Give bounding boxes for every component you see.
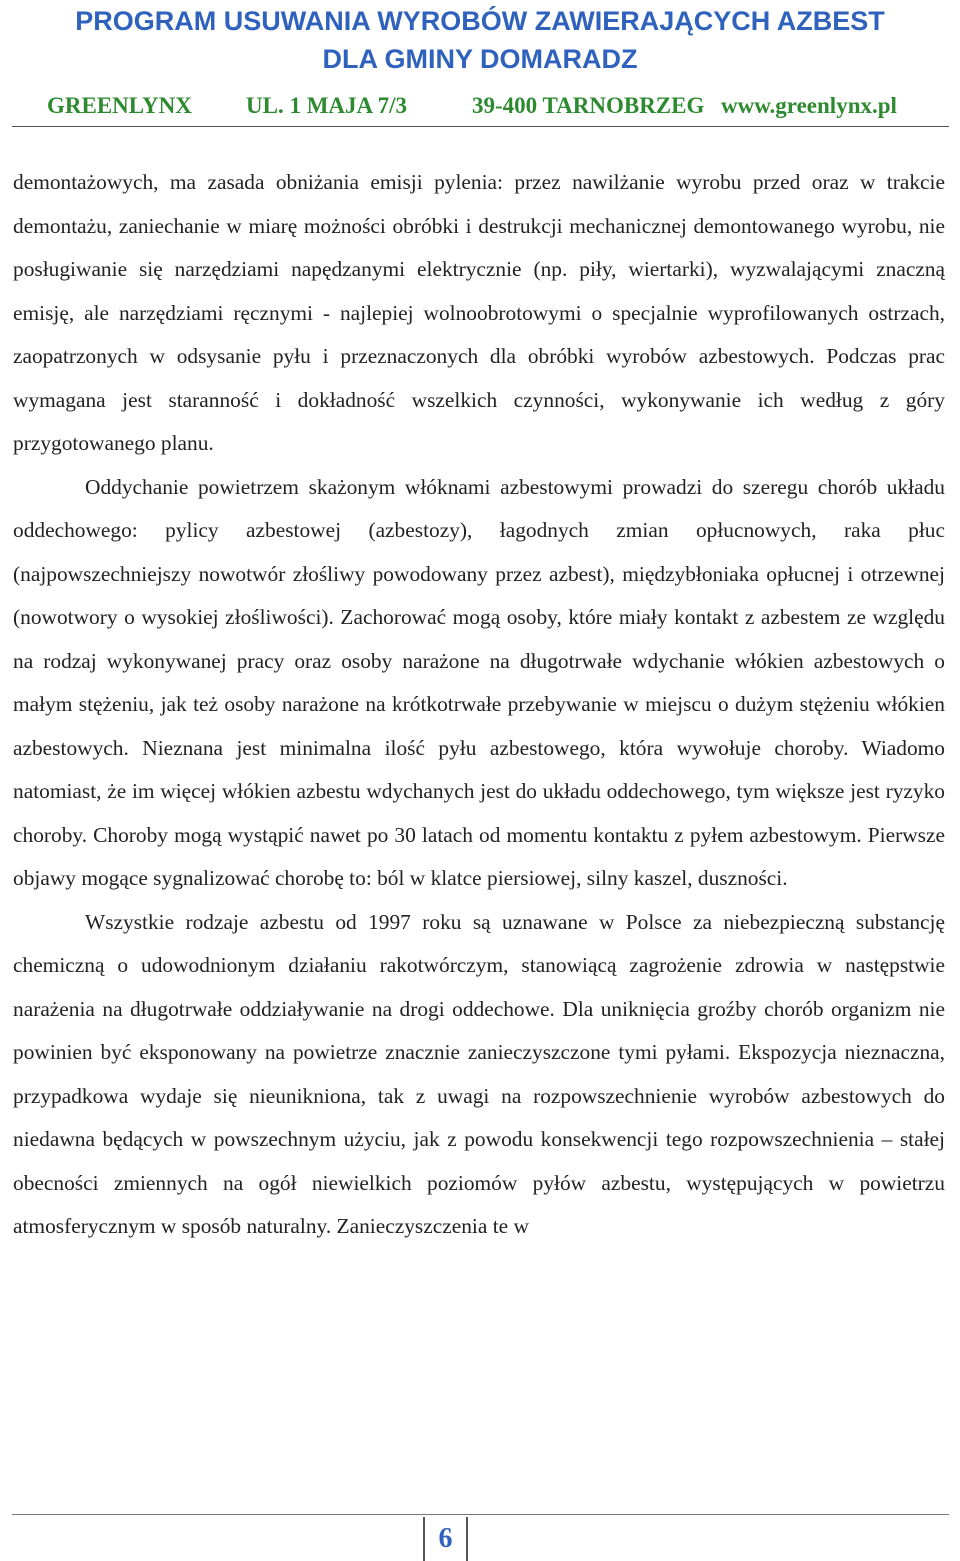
document-title-line-2: DLA GMINY DOMARADZ [322, 44, 638, 74]
paragraph-3: Wszystkie rodzaje azbestu od 1997 roku są uznawane w Polsce za niebezpieczną substancję chemiczną o udowodnionym działaniu rakotwórczym, stanowiącą zagrożenie zdrowia w następstwie narażenia na długotrwałe oddziaływanie na drogi oddechowe. Dla uniknięcia groźby chorób organizm nie powinien być eksponowany na powietrze znacznie zanieczyszczone tymi pyłami. Ekspozycja nieznaczna, przypadkowa wydaje się nieunikniona, tak z uwagi na rozpowszechnienie wyrobów azbestowych do niedawna będących w powszechnym użyciu, jak z powodu konsekwencji tego rozpowszechnienia – stałej obecności zmiennych na ogół niewielkich poziomów pyłów azbestu, występujących w powietrzu atmosferycznym w sposób naturalny. Zanieczyszczenia te w [13, 909, 945, 1238]
page-header [0, 0, 960, 78]
paragraph-2: Oddychanie powietrzem skażonym włóknami azbestowymi prowadzi do szeregu chorób układu oddechowego: pylicy azbestowej (azbestozy), łagodnych zmian opłucnowych, raka płuc (najpowszechniejszy nowotwór złośliwy powodowany przez azbest), międzybłoniaka opłucnej i otrzewnej (nowotwory o wysokiej złośliwości). Zachorować mogą osoby, które miały kontakt z azbestem ze względu na rodzaj wykonywanej pracy oraz osoby narażone na długotrwałe wdychanie włókien azbestowych o małym stężeniu, jak też osoby narażone na krótkotrwałe przebywanie w miejscu o dużym stężeniu włókien azbestowych. Nieznana jest minimalna ilość pyłu azbestowego, która wywołuje choroby. Wiadomo natomiast, że im więcej włókien azbestu wdychanych jest do układu oddechowego, tym większe jest ryzyko choroby. Choroby mogą wystąpić nawet po 30 latach od momentu kontaktu z pyłem azbestowym. Pierwsze objawy mogące sygnalizować chorobę to: ból w klatce piersiowej, silny kaszel, duszności. [13, 474, 945, 890]
document-title-line-1: PROGRAM USUWANIA WYROBÓW ZAWIERAJĄCYCH AZBEST [75, 6, 885, 36]
company-name: GREENLYNX [47, 93, 192, 118]
website-link[interactable]: www.greenlynx.pl [721, 93, 897, 118]
footer-divider [12, 1514, 949, 1515]
paragraph-1: demontażowych, ma zasada obniżania emisji pylenia: przez nawilżanie wyrobu przed oraz w trakcie demontażu, zaniechanie w miarę możności obróbki i destrukcji mechanicznej demontowanego wyrobu, nie posługiwanie się narzędziami napędzanymi elektrycznie (np. piły, wiertarki), wyzwalającymi znaczną emisję, ale narzędziami ręcznymi - najlepiej wolnoobrotowymi o specjalnie wyprofilowanych ostrzach, zaopatrzonych w odsysanie pyłu i przeznaczonych dla obróbki wyrobów azbestowych. Podczas prac wymagana jest staranność i dokładność wszelkich czynności, wykonywanie ich według z góry przygotowanego planu. [13, 170, 945, 455]
street-address: UL. 1 MAJA 7/3 [246, 93, 407, 118]
header-divider [12, 126, 949, 127]
contact-line [0, 90, 960, 122]
page-number: 6 [438, 1523, 453, 1554]
document-body [13, 161, 945, 1249]
city-address: 39-400 TARNOBRZEG [472, 93, 705, 118]
